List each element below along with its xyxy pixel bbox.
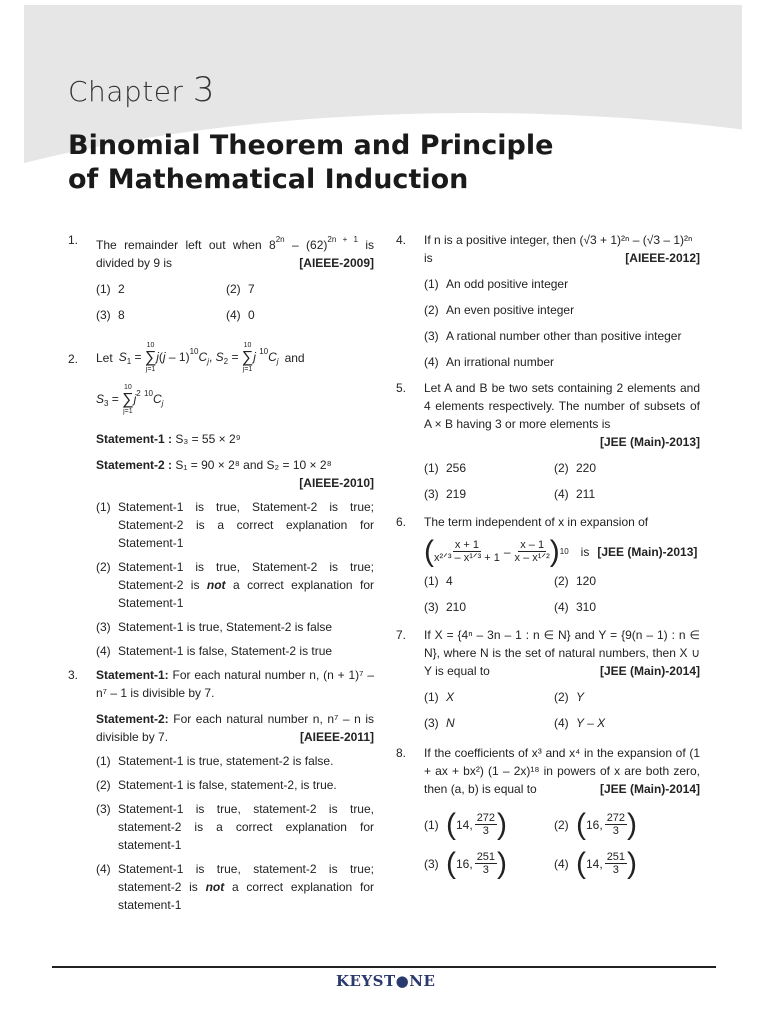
option[interactable]: (4) Statement-1 is false, Statement-2 is true xyxy=(96,644,333,658)
option[interactable]: (3) 8 xyxy=(96,308,125,322)
option[interactable]: (3) Statement-1 is true, Statement-2 is false xyxy=(96,620,333,634)
option[interactable]: (1) Statement-1 is true, Statement-2 is true; Statement-2 is a correct explanation for Statement-1 xyxy=(96,500,374,550)
question-number: 6. xyxy=(396,515,407,529)
question-number: 5. xyxy=(396,381,407,395)
option[interactable]: (3) Statement-1 is true, statement-2 is true, statement-2 is a correct explanation for statement-1 xyxy=(96,802,374,852)
statement-2: Statement-2 : S₁ = 90 × 2⁸ and S₂ = 10 × 2⁸ xyxy=(96,458,332,472)
question-text: Let A and B be two sets containing 2 elements and 4 elements respectively. The number of subsets of A × B having 3 or more elements is [JEE (Main)-2013] (1) 256 (2) 220 (3) 219 (4) 211 xyxy=(424,381,700,501)
option[interactable]: (2) 120 xyxy=(554,574,597,588)
question-8 xyxy=(396,744,700,880)
title-line-2: of Mathematical Induction xyxy=(68,164,469,195)
option[interactable]: (2) Statement-1 is false, statement-2, is true. xyxy=(96,778,337,792)
question-1 xyxy=(68,231,374,324)
option[interactable]: (3) A rational number other than positive integer xyxy=(424,329,682,343)
option[interactable]: (4) ( 14, $\frac{251}{3}$ ) xyxy=(554,846,638,880)
option[interactable]: (4) 211 xyxy=(554,487,596,501)
chapter-word: Chapter xyxy=(68,75,184,108)
question-text xyxy=(96,666,374,914)
option[interactable]: (1) ( 14, $\frac{272}{3}$ ) xyxy=(424,807,508,841)
option[interactable]: (1) 256 xyxy=(424,461,467,475)
exam-source: [AIEEE-2012] xyxy=(625,251,700,265)
exam-source: [AIEEE-2009] xyxy=(299,256,374,270)
exam-source: [AIEEE-2010] xyxy=(299,476,374,490)
chapter-title xyxy=(68,129,668,197)
option[interactable]: (2) Statement-1 is true, Statement-2 is true; Statement-2 is not a correct explanation for Statement-1 xyxy=(96,560,374,610)
right-column xyxy=(396,231,700,880)
chapter-label xyxy=(68,70,215,110)
keystone-logo: KEYST●NE xyxy=(336,972,436,990)
question-number: 2. xyxy=(68,352,79,366)
option[interactable]: (2) 7 xyxy=(226,282,255,296)
question-text: If n is a positive integer, then (√3 + 1)²ⁿ – (√3 – 1)²ⁿ is [AIEEE-2012] (1) An odd positive integer (2) An even positive integer (3) A rational number other than positive integer (4) An irrational number xyxy=(424,233,700,369)
option[interactable]: (3) 210 xyxy=(424,600,467,614)
option[interactable]: (3) N xyxy=(424,716,455,730)
options xyxy=(96,280,374,324)
option[interactable]: (1) 2 xyxy=(96,282,125,296)
exam-source: [JEE (Main)-2014] xyxy=(599,664,700,678)
option[interactable]: (2) ( 16, $\frac{272}{3}$ ) xyxy=(554,807,638,841)
option[interactable]: (2) 220 xyxy=(554,461,597,475)
question-text: The term independent of x in expansion of ( $\frac{x + 1}{\text{x²ᐟ³ – x¹ᐟ³ + 1}}$ – $\frac{x - 1}{\text{x – x¹ᐟ²}}$ ) 10 is [JEE (Main)-2013] (1) 4 (2) 120 (3) 210 (4) 310 xyxy=(424,513,700,616)
option[interactable]: (4) 310 xyxy=(554,600,597,614)
option[interactable]: (4) Y – X xyxy=(554,716,606,730)
question-number: 8. xyxy=(396,746,407,760)
option[interactable]: (3) ( 16, $\frac{251}{3}$ ) xyxy=(424,846,508,880)
option[interactable]: (1) An odd positive integer xyxy=(424,277,569,291)
option[interactable]: (4) An irrational number xyxy=(424,355,555,369)
question-number: 4. xyxy=(396,233,407,247)
question-number: 7. xyxy=(396,628,407,642)
question-number: 3. xyxy=(68,668,79,682)
exam-source: [AIEEE-2011] xyxy=(299,730,374,744)
question-5 xyxy=(396,379,700,503)
statement-2: Statement-2: For each natural number n, n⁷ – n is divisible by 7. xyxy=(96,712,374,744)
exam-source: [JEE (Main)-2013] xyxy=(597,544,698,559)
option[interactable]: (2) An even positive integer xyxy=(424,303,575,317)
exam-source: [JEE (Main)-2014] xyxy=(599,782,700,796)
option[interactable]: (1) Statement-1 is true, statement-2 is false. xyxy=(96,754,334,768)
option[interactable]: (1) X xyxy=(424,690,455,704)
title-line-1: Binomial Theorem and Principle xyxy=(68,130,554,161)
option[interactable]: (4) 0 xyxy=(226,308,255,322)
question-text: If X = {4ⁿ – 3n – 1 : n ∈ N} and Y = {9(n – 1) : n ∈ N}, where N is the set of natural numbers, then X ∪ Y is equal to [JEE (Main)-2014] (1) X (2) Y (3) N (4) Y – X xyxy=(424,628,700,730)
question-number: 1. xyxy=(68,233,79,247)
question-text: The remainder left out when $8^{2n} - (62)^{2n + 1}$ is divided by 9 is [AIEEE-2009] xyxy=(96,235,375,270)
statement-1: Statement-1 : S₃ = 55 × 2⁹ xyxy=(96,432,241,446)
question-7 xyxy=(396,626,700,732)
question-4 xyxy=(396,231,700,371)
option[interactable]: (4) Statement-1 is true, statement-2 is true; statement-2 is not a correct explanation for statement-1 xyxy=(96,862,374,912)
question-text: If the coefficients of x³ and x⁴ in the expansion of (1 + ax + bx²) (1 – 2x)¹⁸ in powers of x are both zero, then (a, b) is equal to [JEE (Main)-2014] (1) ( 14, $\frac{272}{3}$ ) (2) ( 16, $\frac{272}{3}$ ) (3) ( 16, $\frac{251}{3}$ ) (4) ( 14, $\frac{251}{3}$ ) xyxy=(424,746,700,880)
chapter-number: 3 xyxy=(192,70,215,110)
math-expression: (√3 + 1)²ⁿ – (√3 – 1)²ⁿ xyxy=(579,233,693,247)
option[interactable]: (1) 4 xyxy=(424,574,453,588)
question-6 xyxy=(396,513,700,616)
option[interactable]: (3) 219 xyxy=(424,487,467,501)
s1-definition: $S_1$ = 10 ∑ j=1 $j(j - 1)^{10}C_j$, $S_2$ = 10 ∑ j=1 j $^{10}C_j$ xyxy=(118,342,279,373)
s3-definition: $S_3$ = 10 ∑ j=1 $j^2$ $^{10}C_j$ xyxy=(96,384,164,415)
left-column xyxy=(68,231,374,914)
option[interactable]: (2) Y xyxy=(554,690,585,704)
math-expression: ( $\frac{x + 1}{\text{x²ᐟ³ – x¹ᐟ³ + 1}}$ – $\frac{x - 1}{\text{x – x¹ᐟ²}}$ ) 10 is [JEE (Main)-2013] xyxy=(424,534,698,568)
question-3 xyxy=(68,666,374,914)
question-text: Let $S_1$ = 10 ∑ j=1 $j(j - 1)^{10}C_j$, $S_2$ = 10 ∑ j=1 j $^{10}C_j$ and $S_3$ = 10 ∑ j=1 $j^2$ $^{10}C_j$ Statement-1 : S₃ = 55 × 2⁹ Statement-2 : S₁ = 90 × 2⁸ and S₂ = 10 × 2⁸ [AIEEE-2010] (1) Statement-1 is true, Statement-2 is true; Statement-2 is a correct explanation for Statement-1 (2) Statement-1 is true, Statement-2 is true; Statement-2 is not a correct explanation for Statement-1 (3) Statement-1 is true, Statement-2 is false (4) Statement-1 is false, Statement-2 is true xyxy=(96,342,374,658)
exam-source: [JEE (Main)-2013] xyxy=(599,435,700,449)
footer-rule xyxy=(52,966,716,968)
question-2 xyxy=(68,342,374,660)
statement-1: Statement-1: For each natural number n, (n + 1)⁷ – n⁷ – 1 is divisible by 7. xyxy=(96,668,374,700)
